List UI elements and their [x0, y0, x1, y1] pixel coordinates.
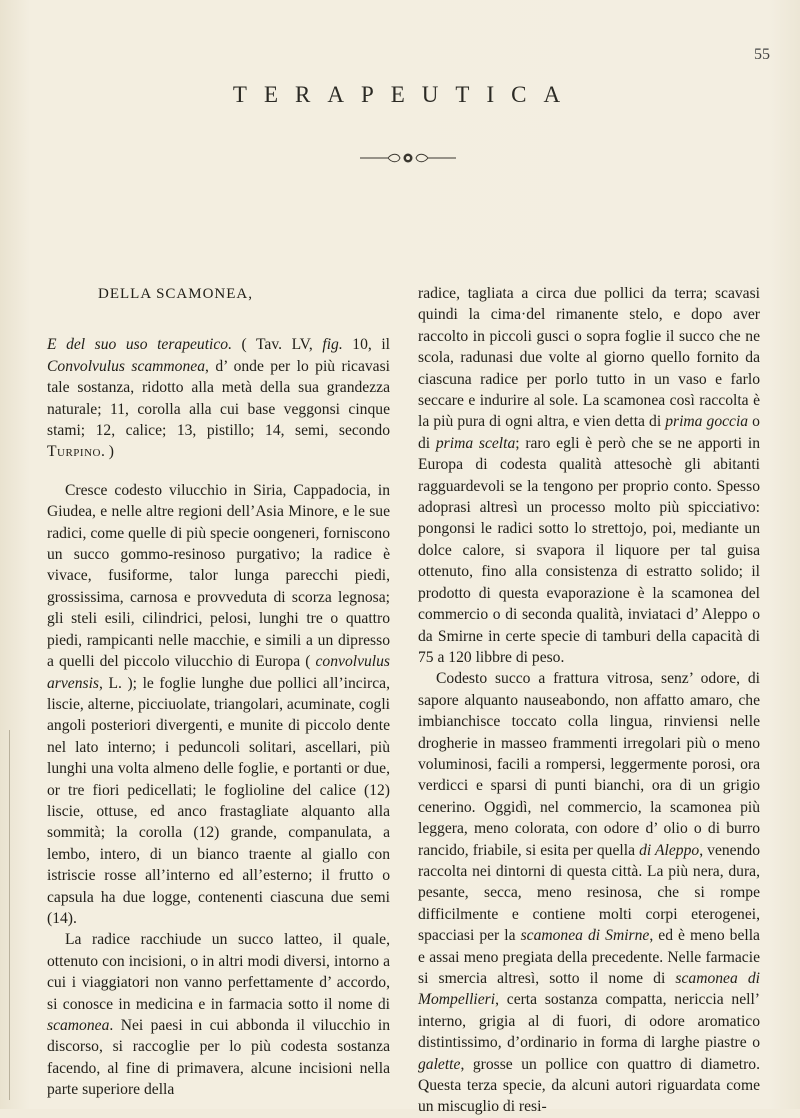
page-number: 55 [754, 46, 770, 63]
page-edge-line [9, 730, 10, 1100]
intro-paragraph: E del suo uso terapeutico. ( Tav. LV, fig. 10, il Convolvulus scammonea, d’ onde per lo più ricavasi tale sostanza, ridotto alla metà della sua grandezza naturale; 11, corolla alla cui base veggonsi cinque stami; 12, calice; 13, pistillo; 14, semi, secondo Turpino. ) [47, 336, 390, 461]
harvest-paragraph: radice, tagliata a circa due pollici da terra; scavasi quindi la cima·del rimanente stelo, e dopo aver raccolto in piccoli gusci o sopra foglie il succo che ne scola, radunasi due volte al giorno quello fornito da ciascuna radice per porlo tutto in un vaso e farlo seccare e indurire al sole. La scamonea così raccolta è la più pura di ogni altra, e vien detta di prima goccia o di prima scelta; raro egli è però che se ne apporti in Europa di codesta qualità attesochè gli abitanti ragguardevoli se la tengono per proprio conto. Spesso adoprasi altresì un processo molto più spicciativo: pongonsi le radici sotto lo strettojo, poi, mediante un dolce calore, si svapora il liquore per tal guisa ottenuto, fino alla consistenza di estratto solido; il prodotto di questa evaporazione è la scamonea del commercio o di seconda qualità, inviataci d’ Aleppo o da Smirne in certe specie di tamburi della capacità di 75 a 120 libbre di peso. [418, 285, 760, 666]
description-paragraph: Cresce codesto vilucchio in Siria, Cappadocia, in Giudea, e nelle altre regioni dell’Asia Minore, e le sue radici, come quelle di più specie oongeneri, forniscono un succo gommo-resinoso purgativo; la radice è vivace, fusiforme, talor lunga parecchi piedi, grossissima, carnosa e provveduta di scorza legnosa; gli steli esili, cilindrici, pelosi, lunghi tre o quattro piedi, rampicanti nelle macchie, e simili a un dipresso a quelli del piccolo vilucchio di Europa ( convolvulus arvensis, L. ); le foglie lunghe due pollici all’incirca, liscie, alterne, picciuolate, triangolari, acuminate, cogli angoli posteriori divergenti, e munite di piccolo dente nel lato interno; i peduncoli solitari, ascellari, più lunghi una volta almeno delle foglie, e portanti or due, or tre fiori pedicellati; le foglioline del calice (12) liscie, ottuse, ed anco frastagliate alquanto alla sommità; la corolla (12) grande, companulata, a lembo, intero, di un bianco traente al giallo con istriscie rosse all’interno ed all’esterno; il frutto o capsula ha due logge, contenenti ciascuna due semi (14). [47, 481, 390, 927]
left-column [47, 284, 390, 1101]
ornament-divider-icon [360, 150, 456, 166]
section-title: DELLA SCAMONEA, [98, 286, 254, 302]
right-column [418, 283, 760, 1118]
root-paragraph: La radice racchiude un succo latteo, il quale, ottenuto con incisioni, o in altri modi diversi, intorno a cui i viaggiatori non vanno perfettamente d’ accordo, si conosce in medicina e in farmacia sotto il nome di scamonea. Nei paesi in cui abbonda il vilucchio in discorso, si raccoglie per lo più codesta sostanza facendo, al fine di primavera, alcune incisioni nella parte superiore della [47, 931, 390, 1099]
running-title: TERAPEUTICA [232, 82, 578, 107]
properties-paragraph: Codesto succo a frattura vitrosa, senz’ odore, di sapore alquanto nauseabondo, non affatto amaro, che imbianchisce toccato colla lingua, rinviensi nelle drogherie in masseo frammenti irregolari più o meno voluminosi, facili a rompersi, leggermente porosi, ora verdicci e sparsi di punti bianchi, ora di un grigio cenerino. Oggidì, nel commercio, la scamonea più leggera, meno colorata, con odore d’ olio o di burro rancido, friabile, si esita per quella di Aleppo, venendo raccolta nei dintorni di questa città. La più nera, dura, pesante, secca, meno resinosa, che si rompe difficilmente e contiene molti corpi eterogenei, spacciasi per la scamonea di Smirne, ed è meno bella e assai meno pregiata della precedente. Nelle farmacie si smercia altresì, sotto il nome di scamonea di Mompellieri, certa sostanza compatta, nericcia nell’ interno, grigia al di fuori, di odore aromatico distintissimo, d’ordinario in forma di larghe piastre o galette, grosse un pollice con quattro di diametro. Questa terza specie, da alcuni autori riguardata come un miscuglio di resi- [418, 670, 761, 1116]
